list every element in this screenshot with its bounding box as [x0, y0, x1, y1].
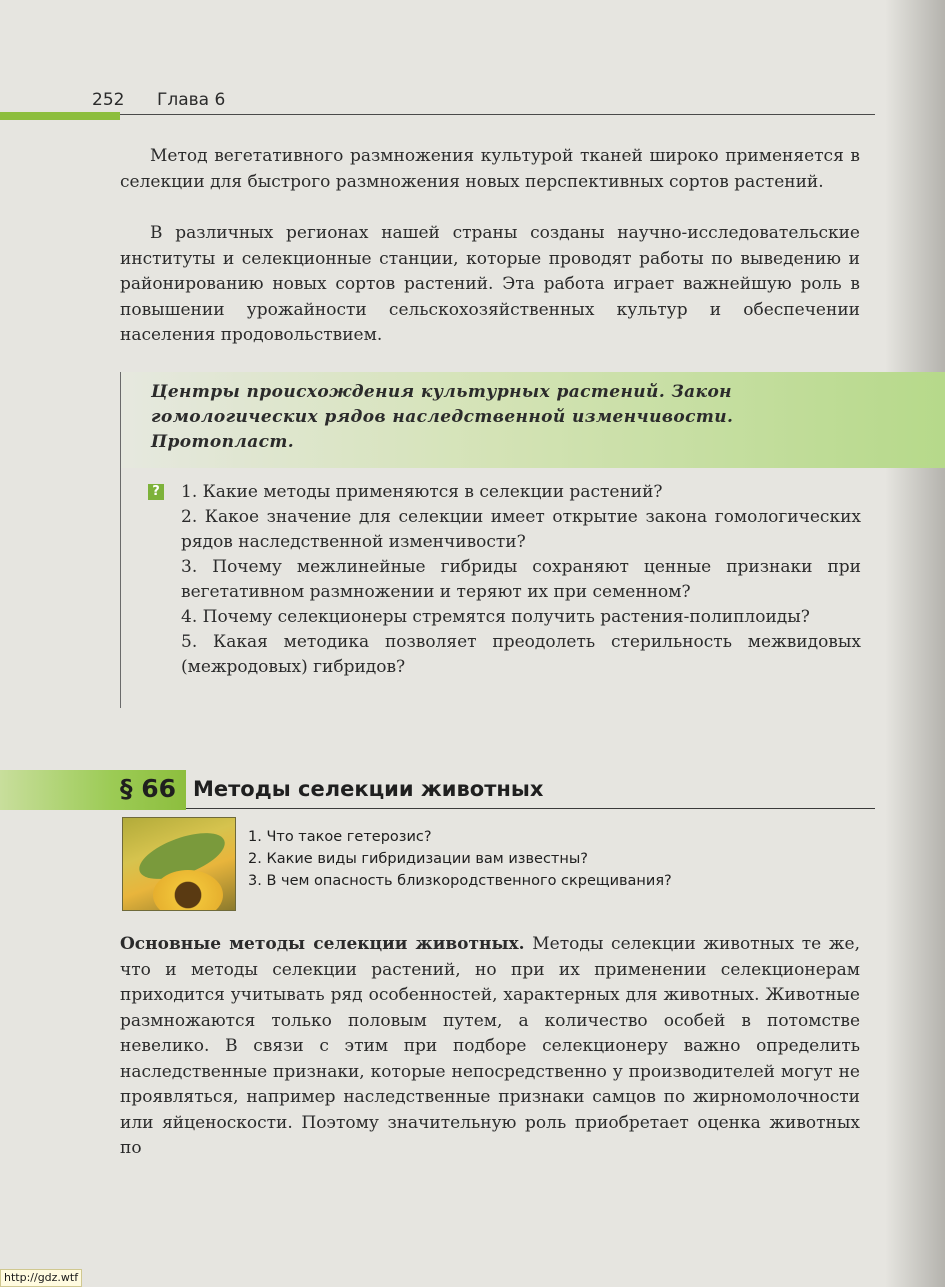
paragraph-2: В различных регионах нашей страны созданы научно-исследовательские институты и селекционные станции, которые проводят работы по выведению и районированию новых сортов растений. Эта работа играет важнейшую роль в повышении урожайности сельскохозяйственных культур и обеспечении населения продовольствием. [120, 223, 860, 345]
questions-rule [120, 468, 121, 708]
key-terms-line-3: Протопласт. [151, 432, 295, 452]
header-rule [120, 114, 875, 115]
chapter-label: Глава 6 [157, 90, 226, 110]
body-text: Методы селекции животных те же, что и методы селекции растений, но при их применении селекционерам приходится учитывать ряд особенностей, характерных для животных. Животные размножаются только половым путем, а количество особей в потомстве невелико. В связи с этим при подборе селекционеру важно определить наследственные признаки, которые непосредственно у производителей могут не проявляться, например наследственные признаки самцов по жирномолочности или яйценоскости. Поэтому значительную роль приобретает оценка животных по [120, 934, 860, 1158]
question-item: 3. Почему межлинейные гибриды сохраняют ценные признаки при вегетативном размножении и теряют их при семенном? [181, 557, 861, 602]
page-header [0, 86, 875, 116]
section-title: Методы селекции животных [193, 777, 544, 801]
paragraph-1: Метод вегетативного размножения культурой тканей широко применяется в селекции для быстрого размножения новых перспективных сортов растений. [120, 146, 860, 192]
body-lead-heading: Основные методы селекции животных. [120, 934, 525, 954]
key-terms-line-1: Центры происхождения культурных растений. Закон [151, 382, 732, 402]
question-item: 2. Какое значение для селекции имеет открытие закона гомологических рядов наследственной изменчивости? [181, 507, 861, 552]
review-questions [181, 480, 861, 680]
page-edge-shadow [885, 0, 945, 1287]
key-terms [151, 380, 811, 455]
key-terms-box [120, 372, 945, 468]
section-number: § 66 [120, 774, 176, 803]
prep-question-item: 1. Что такое гетерозис? [248, 829, 432, 845]
section-rule [186, 808, 875, 809]
question-item: 5. Какая методика позволяет преодолеть стерильность межвидовых (межродовых) гибридов? [181, 632, 861, 677]
section-thumbnail-image [122, 817, 236, 911]
preparatory-questions [248, 826, 672, 892]
sunflower-shape [153, 870, 223, 911]
question-item: 1. Какие методы применяются в селекции растений? [181, 482, 663, 502]
header-accent-bar [0, 112, 120, 120]
question-icon: ? [148, 484, 164, 500]
question-item: 4. Почему селекционеры стремятся получить растения-полиплоиды? [181, 607, 810, 627]
watermark-link[interactable]: http://gdz.wtf [0, 1269, 82, 1287]
key-terms-line-2: гомологических рядов наследственной изменчивости. [151, 407, 734, 427]
page-number: 252 [92, 90, 125, 110]
section-body-paragraph [120, 932, 860, 1162]
prep-question-item: 2. Какие виды гибридизации вам известны? [248, 851, 588, 867]
prep-question-item: 3. В чем опасность близкородственного скрещивания? [248, 873, 672, 889]
